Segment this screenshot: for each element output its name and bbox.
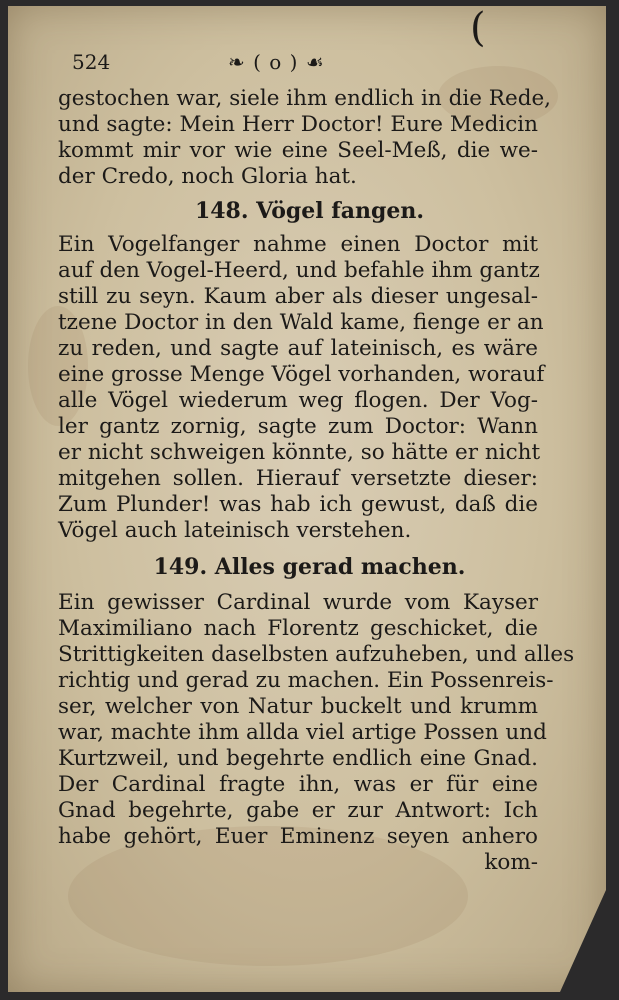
text-line: ler gantz zornig, sagte zum Doctor: Wann (58, 414, 538, 439)
text-line: mitgehen sollen. Hierauf versetzte dieser: (58, 466, 538, 491)
text-line: Zum Plunder! was hab ich gewust, daß die (58, 492, 538, 517)
text-line: habe gehört, Euer Eminenz seyen anhero (58, 824, 538, 849)
text-line: eine grosse Menge Vögel vorhanden, worauf (58, 362, 545, 387)
text-line: Maximiliano nach Florentz geschicket, die (58, 616, 538, 641)
text-line: er nicht schweigen könnte, so hätte er nicht (58, 440, 541, 465)
text-line: und sagte: Mein Herr Doctor! Eure Medicin (58, 112, 538, 137)
text-line: zu reden, und sagte auf lateinisch, es wäre (58, 336, 538, 361)
section-heading-148: 148. Vögel fangen. (194, 198, 425, 224)
text-line: war, machte ihm allda viel artige Possen und (58, 720, 547, 745)
continuation-paragraph (58, 86, 552, 190)
text-line: richtig und gerad zu machen. Ein Possenreis- (58, 668, 554, 693)
story-149-paragraph (58, 590, 575, 876)
text-line: ser, welcher von Natur buckelt und krumm (58, 694, 538, 719)
text-line: der Credo, noch Gloria hat. (58, 164, 357, 189)
text-line: gestochen war, siele ihm endlich in die Rede, (58, 86, 552, 111)
text-line: auf den Vogel-Heerd, und befahle ihm gantz (58, 258, 540, 283)
text-line: Vögel auch lateinisch verstehen. (58, 518, 412, 543)
text-line: Ein gewisser Cardinal wurde vom Kayser (58, 590, 538, 615)
text-line: kommt mir vor wie eine Seel-Meß, die we- (58, 138, 538, 163)
handwritten-bracket-mark: ( (470, 5, 486, 51)
page-header (72, 50, 512, 76)
text-line: Strittigkeiten daselbsten aufzuheben, und alles (58, 642, 575, 667)
text-line: Der Cardinal fragte ihn, was er für eine (58, 772, 538, 797)
text-line: Gnad begehrte, gabe er zur Antwort: Ich (58, 798, 538, 823)
text-line: alle Vögel wiederum weg flogen. Der Vog- (58, 388, 538, 413)
catchword: kom- (484, 850, 538, 875)
text-line: still zu seyn. Kaum aber als dieser ungesal- (58, 284, 538, 309)
text-line: tzene Doctor in den Wald kame, fienge er an (58, 310, 544, 335)
story-148-paragraph (58, 232, 545, 544)
page-number: 524 (72, 50, 111, 74)
text-line: Ein Vogelfanger nahme einen Doctor mit (58, 232, 538, 257)
text-line: Kurtzweil, und begehrte endlich eine Gnad. (58, 746, 538, 771)
header-ornament: ❧ ( o ) ☙ (228, 50, 325, 74)
section-heading-149: 149. Alles gerad machen. (153, 554, 466, 580)
